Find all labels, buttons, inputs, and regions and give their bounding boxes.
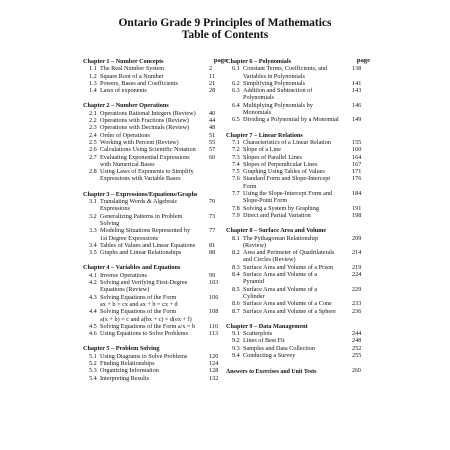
- section-title: Square Root of a Number: [100, 72, 164, 80]
- section-title: Powers, Bases and Coefficients: [100, 79, 178, 87]
- page-number: 51: [209, 131, 216, 139]
- section-number: 7.9: [232, 211, 240, 219]
- toc-entry: [226, 330, 366, 337]
- answers-entry: [226, 369, 366, 376]
- chapter-heading: [83, 264, 223, 271]
- section-title: Order of Operations: [100, 131, 150, 139]
- toc-entry: [226, 249, 366, 264]
- section-number: 6.5: [232, 116, 240, 124]
- section-number: 8.2: [232, 249, 240, 257]
- page-number: 120: [209, 352, 219, 360]
- section-title: Slope of a Line: [243, 146, 281, 154]
- toc-entry: [83, 249, 223, 256]
- section-title: Laws of exponents: [100, 87, 147, 95]
- section-number: 9.3: [232, 344, 240, 352]
- page-number: 44: [209, 117, 216, 125]
- page-number: 108: [209, 308, 219, 316]
- section-number: 9.1: [232, 330, 240, 338]
- toc-entry: [226, 168, 366, 175]
- toc-entry: [226, 116, 366, 123]
- page-number: 57: [209, 146, 216, 154]
- toc-entry: [226, 205, 366, 212]
- section-title: Solving Equations of the Form: [100, 293, 177, 301]
- page-number: 171: [352, 168, 362, 176]
- page-number: 191: [352, 204, 362, 212]
- toc-entry: [226, 161, 366, 168]
- toc-entry: [83, 242, 223, 249]
- section-title: Using Diagrams to Solve Problems: [100, 352, 188, 360]
- section-number: 7.6: [232, 175, 240, 183]
- toc-entry: [83, 279, 223, 294]
- toc-entry: [83, 213, 223, 228]
- page-number: 70: [209, 198, 216, 206]
- page-number: 138: [352, 65, 362, 73]
- section-title: Conducting a Survey: [243, 351, 296, 359]
- chapter-section: [226, 132, 366, 220]
- toc-entry: [226, 146, 366, 153]
- section-number: 8.6: [232, 300, 240, 308]
- section-title: Graphing Using Tables of Values: [243, 168, 325, 176]
- section-number: 1.4: [89, 87, 97, 95]
- section-number: 7.2: [232, 146, 240, 154]
- toc-entry: [226, 300, 366, 307]
- section-title: Inverse Operations: [100, 271, 147, 279]
- toc-entry: [83, 272, 223, 279]
- section-number: 8.7: [232, 307, 240, 315]
- page-number: 224: [352, 271, 362, 279]
- section-title: Operations with Decimals (Review): [100, 124, 190, 132]
- section-title: Translating Words & Algebraic: [100, 198, 178, 206]
- section-number: 7.4: [232, 160, 240, 168]
- chapter-section: [226, 323, 366, 359]
- page-number: 28: [209, 87, 216, 95]
- toc-entry: [226, 308, 366, 315]
- section-title: Characteristics of a Linear Relation: [243, 138, 331, 146]
- toc-entry: [83, 132, 223, 139]
- section-title: Lines of Best Fit: [243, 337, 285, 345]
- section-title: Using Laws of Exponents to Simplify: [100, 168, 194, 176]
- toc-entry: [226, 352, 366, 359]
- page-number: 60: [209, 153, 216, 161]
- section-title: Graphs and Linear Relationships: [100, 249, 182, 257]
- page-number: 40: [209, 109, 216, 117]
- page-number: 48: [209, 124, 216, 132]
- section-number: 6.2: [232, 79, 240, 87]
- toc-right-column: [226, 57, 370, 376]
- chapter-section: [83, 102, 223, 182]
- section-title: Surface Area and Volume of a Cone: [243, 300, 332, 308]
- toc-entry: [226, 87, 366, 102]
- section-title: Using Equations to Solve Problems: [100, 330, 188, 338]
- section-title-continued: with Numerical Bases: [100, 160, 155, 168]
- toc-entry: [226, 286, 366, 301]
- section-title-continued: Variables in Polynomials: [243, 72, 305, 80]
- answers-label: Answers to Exercises and Unit Tests: [226, 369, 317, 376]
- section-title: Generalizing Patterns in Problem: [100, 212, 183, 220]
- section-title: The Real Number System: [100, 65, 165, 73]
- section-title-continued: Expressions: [100, 205, 130, 213]
- toc-entry: [83, 353, 223, 360]
- section-number: 7.5: [232, 168, 240, 176]
- section-number: 3.1: [89, 198, 97, 206]
- section-title: Calculations Using Scientific Notation: [100, 146, 196, 154]
- section-title: Surface Area and Volume of a: [243, 285, 318, 293]
- toc-entry: [83, 154, 223, 169]
- toc-entry: [226, 235, 366, 250]
- section-title: Solving Equations of the Form: [100, 308, 177, 316]
- section-number: 4.3: [89, 293, 97, 301]
- toc-entry: [83, 65, 223, 72]
- chapter-title: Chapter 2 – Number Operations: [83, 102, 169, 110]
- section-title: Solving and Verifying First-Degree: [100, 279, 188, 287]
- section-number: 6.4: [232, 101, 240, 109]
- toc-entry: [226, 345, 366, 352]
- section-number: 5.2: [89, 359, 97, 367]
- page-number: 110: [209, 322, 219, 330]
- toc-entry: [83, 330, 223, 337]
- section-number: 2.7: [89, 153, 97, 161]
- section-number: 5.1: [89, 352, 97, 360]
- page-number: 229: [352, 285, 362, 293]
- chapter-heading: [226, 57, 370, 65]
- section-title: Evaluating Exponential Expressions: [100, 153, 190, 161]
- page-number: 146: [352, 101, 362, 109]
- toc-entry: [226, 271, 366, 286]
- page-number: 149: [352, 116, 362, 124]
- section-title: Scatterplots: [243, 330, 273, 338]
- section-number: 8.4: [232, 271, 240, 279]
- page-number: 248: [352, 337, 362, 345]
- chapter-title: Chapter 9 – Data Management: [226, 322, 308, 330]
- section-title-continued: Solving: [100, 219, 120, 227]
- chapter-section: [83, 191, 223, 257]
- page-number: 103: [209, 279, 219, 287]
- page-number: 11: [209, 72, 215, 80]
- page-number: 167: [352, 160, 362, 168]
- section-title: The Pythagorean Relationship: [243, 234, 318, 242]
- chapter-section: [83, 345, 223, 381]
- page-number: 244: [352, 330, 362, 338]
- section-title-continued: ax + b = cx and ax + b = cx + d: [100, 300, 178, 308]
- toc-entry: [83, 110, 223, 117]
- section-number: 7.1: [232, 138, 240, 146]
- section-title-continued: Polynomials: [243, 94, 274, 102]
- chapter-heading: [226, 132, 366, 139]
- section-number: 2.3: [89, 124, 97, 132]
- section-title: Interpreting Results: [100, 374, 149, 382]
- toc-entry: [83, 124, 223, 131]
- section-title: Solving Equations of the Form a/x = b: [100, 322, 196, 330]
- toc-entry: [83, 139, 223, 146]
- toc-entry: [226, 65, 366, 80]
- document-title: Ontario Grade 9 Principles of Mathematics: [118, 17, 332, 29]
- section-number: 3.3: [89, 227, 97, 235]
- toc-entry: [226, 337, 366, 344]
- section-number: 1.2: [89, 72, 97, 80]
- section-title-continued: Expressions with Variable Bases: [100, 175, 181, 183]
- section-title: Multiplying Polynomials by: [243, 101, 313, 109]
- toc-entry: [83, 73, 223, 80]
- section-title: Slopes of Perpendicular Lines: [243, 160, 318, 168]
- toc-left-column: [83, 57, 227, 382]
- chapter-heading: [83, 191, 223, 198]
- section-title: Slopes of Parallel Lines: [243, 153, 302, 161]
- section-title: Addition and Subtraction of: [243, 87, 313, 95]
- section-title: Organizing Information: [100, 367, 159, 375]
- section-number: 4.4: [89, 308, 97, 316]
- chapter-section: [83, 264, 223, 337]
- section-title: Solving a System by Graphing: [243, 204, 319, 212]
- section-number: 2.6: [89, 146, 97, 154]
- section-number: 4.5: [89, 322, 97, 330]
- section-title: Tables of Values and Linear Equations: [100, 241, 196, 249]
- page-number: 252: [352, 344, 362, 352]
- section-number: 1.1: [89, 65, 97, 73]
- chapter-heading: [83, 57, 227, 65]
- section-number: 3.4: [89, 241, 97, 249]
- page-number: 214: [352, 249, 362, 257]
- toc-entry: [83, 367, 223, 374]
- toc-entry: [83, 323, 223, 330]
- section-number: 2.8: [89, 168, 97, 176]
- section-title: Surface Area and Volume of a Prism: [243, 263, 334, 271]
- section-number: 2.4: [89, 131, 97, 139]
- section-title-continued: Form: [243, 182, 257, 190]
- chapter-section: [83, 57, 227, 95]
- toc-entry: [226, 175, 366, 190]
- chapter-heading: [83, 102, 223, 109]
- page-number: 198: [352, 211, 362, 219]
- toc-entry: [83, 146, 223, 153]
- toc-entry: [83, 168, 223, 183]
- section-title-continued: Pyramid: [243, 278, 264, 286]
- page-number: 21: [209, 79, 216, 87]
- page-number: 99: [209, 271, 216, 279]
- section-title-continued: Slope-Point Form: [243, 197, 288, 205]
- section-title: Standard Form and Slope-Intercept: [243, 175, 331, 183]
- section-title: Operations with Fractions (Review): [100, 117, 189, 125]
- answers-page: 260: [352, 368, 361, 375]
- section-title: Direct and Partial Variation: [243, 211, 311, 219]
- section-title-continued: Cylinder: [243, 292, 265, 300]
- toc-entry: [226, 264, 366, 271]
- section-number: 9.4: [232, 351, 240, 359]
- section-title-continued: 1st Degree Expressions: [100, 234, 159, 242]
- page-number: 233: [352, 300, 362, 308]
- page-number: 81: [209, 241, 216, 249]
- section-number: 7.8: [232, 204, 240, 212]
- page-number: 160: [352, 146, 362, 154]
- chapter-section: [226, 227, 366, 315]
- section-title: Working with Percent (Review): [100, 138, 179, 146]
- section-title-continued: (Review): [243, 241, 267, 249]
- section-number: 8.1: [232, 234, 240, 242]
- section-title: Finding Relationships: [100, 359, 155, 367]
- section-number: 4.6: [89, 330, 97, 338]
- section-number: 2.1: [89, 109, 97, 117]
- chapter-title: Chapter 4 – Variables and Equations: [83, 264, 181, 272]
- toc-entry: [83, 227, 223, 242]
- section-title-continued: and Circles (Review): [243, 256, 296, 264]
- toc-entry: [83, 375, 223, 382]
- page-number: 184: [352, 190, 362, 198]
- toc-entry: [83, 198, 223, 213]
- page-number: 219: [352, 263, 362, 271]
- page-number: 73: [209, 212, 216, 220]
- section-title: Using the Slope-Intercept Form and: [243, 190, 333, 198]
- page-number: 164: [352, 153, 362, 161]
- section-title: Dividing a Polynomial by a Monomial: [243, 116, 339, 124]
- section-number: 6.3: [232, 87, 240, 95]
- toc-entry: [83, 117, 223, 124]
- section-title: Simplifying Polynomials: [243, 79, 306, 87]
- toc-entry: [83, 360, 223, 367]
- chapter-title: Chapter 5 – Problem Solving: [83, 345, 160, 353]
- section-number: 4.2: [89, 279, 97, 287]
- toc-entry: [83, 87, 223, 94]
- section-title-continued: Equations (Review): [100, 286, 150, 294]
- section-title: Operations Rational Integers (Review): [100, 109, 196, 117]
- toc-entry: [226, 154, 366, 161]
- section-number: 7.7: [232, 190, 240, 198]
- page-number: 141: [352, 79, 362, 87]
- toc-entry: [83, 80, 223, 87]
- page-number: 55: [209, 138, 216, 146]
- section-number: 5.3: [89, 367, 97, 375]
- toc-entry: [83, 308, 223, 323]
- page-number: 155: [352, 138, 362, 146]
- chapter-heading: [226, 227, 366, 234]
- toc-entry: [226, 139, 366, 146]
- page-number: 132: [209, 374, 219, 382]
- page-column-header: page: [213, 57, 227, 64]
- toc-entry: [226, 80, 366, 87]
- section-title: Constant Terms, Coefficients, and: [243, 65, 328, 73]
- chapter-section: [226, 57, 370, 124]
- page-number: 255: [352, 351, 362, 359]
- section-number: 1.3: [89, 79, 97, 87]
- section-number: 7.3: [232, 153, 240, 161]
- section-title-continued: Monomials: [243, 109, 272, 117]
- chapter-title: Chapter 1 – Number Concepts: [83, 58, 164, 65]
- chapter-title: Chapter 3 – Expressions/Equations/Graphs: [83, 190, 198, 198]
- section-title: Surface Area and Volume of a: [243, 271, 318, 279]
- chapter-title: Chapter 8 – Surface Area and Volume: [226, 227, 327, 235]
- section-number: 4.1: [89, 271, 97, 279]
- page-number: 113: [209, 330, 219, 338]
- section-number: 3.5: [89, 249, 97, 257]
- toc-entry: [226, 212, 366, 219]
- page-number: 236: [352, 307, 362, 315]
- section-number: 2.2: [89, 117, 97, 125]
- document-subtitle: Table of Contents: [181, 29, 269, 41]
- chapter-heading: [83, 345, 223, 352]
- page-number: 124: [209, 359, 219, 367]
- section-number: 8.3: [232, 263, 240, 271]
- chapter-title: Chapter 7 – Linear Relations: [226, 131, 303, 139]
- toc-entry: [226, 190, 366, 205]
- section-title: Modeling Situations Represented by: [100, 227, 191, 235]
- section-title: Area and Perimeter of Quadrilaterals: [243, 249, 335, 257]
- chapter-title: Chapter 6 – Polynomials: [226, 58, 292, 65]
- chapter-heading: [226, 323, 366, 330]
- section-number: 9.2: [232, 337, 240, 345]
- toc-entry: [226, 102, 366, 117]
- section-title: Surface Area and Volume of a Sphere: [243, 307, 336, 315]
- page-number: 77: [209, 227, 216, 235]
- page-number: 106: [209, 293, 219, 301]
- section-number: 2.5: [89, 138, 97, 146]
- section-number: 5.4: [89, 374, 97, 382]
- page-number: 2: [209, 65, 213, 73]
- page-number: 143: [352, 87, 362, 95]
- page-number: 209: [352, 234, 362, 242]
- page-number: 88: [209, 249, 216, 257]
- section-title-continued: a(x + b) = c and a(bx + c) = d(ex + f): [100, 315, 192, 323]
- section-number: 8.5: [232, 285, 240, 293]
- page-column-header: page: [356, 57, 370, 64]
- section-number: 3.2: [89, 212, 97, 220]
- toc-entry: [83, 294, 223, 309]
- page-number: 176: [352, 175, 362, 183]
- page-number: 128: [209, 367, 219, 375]
- section-title: Samples and Data Collection: [243, 344, 315, 352]
- section-number: 6.1: [232, 65, 240, 73]
